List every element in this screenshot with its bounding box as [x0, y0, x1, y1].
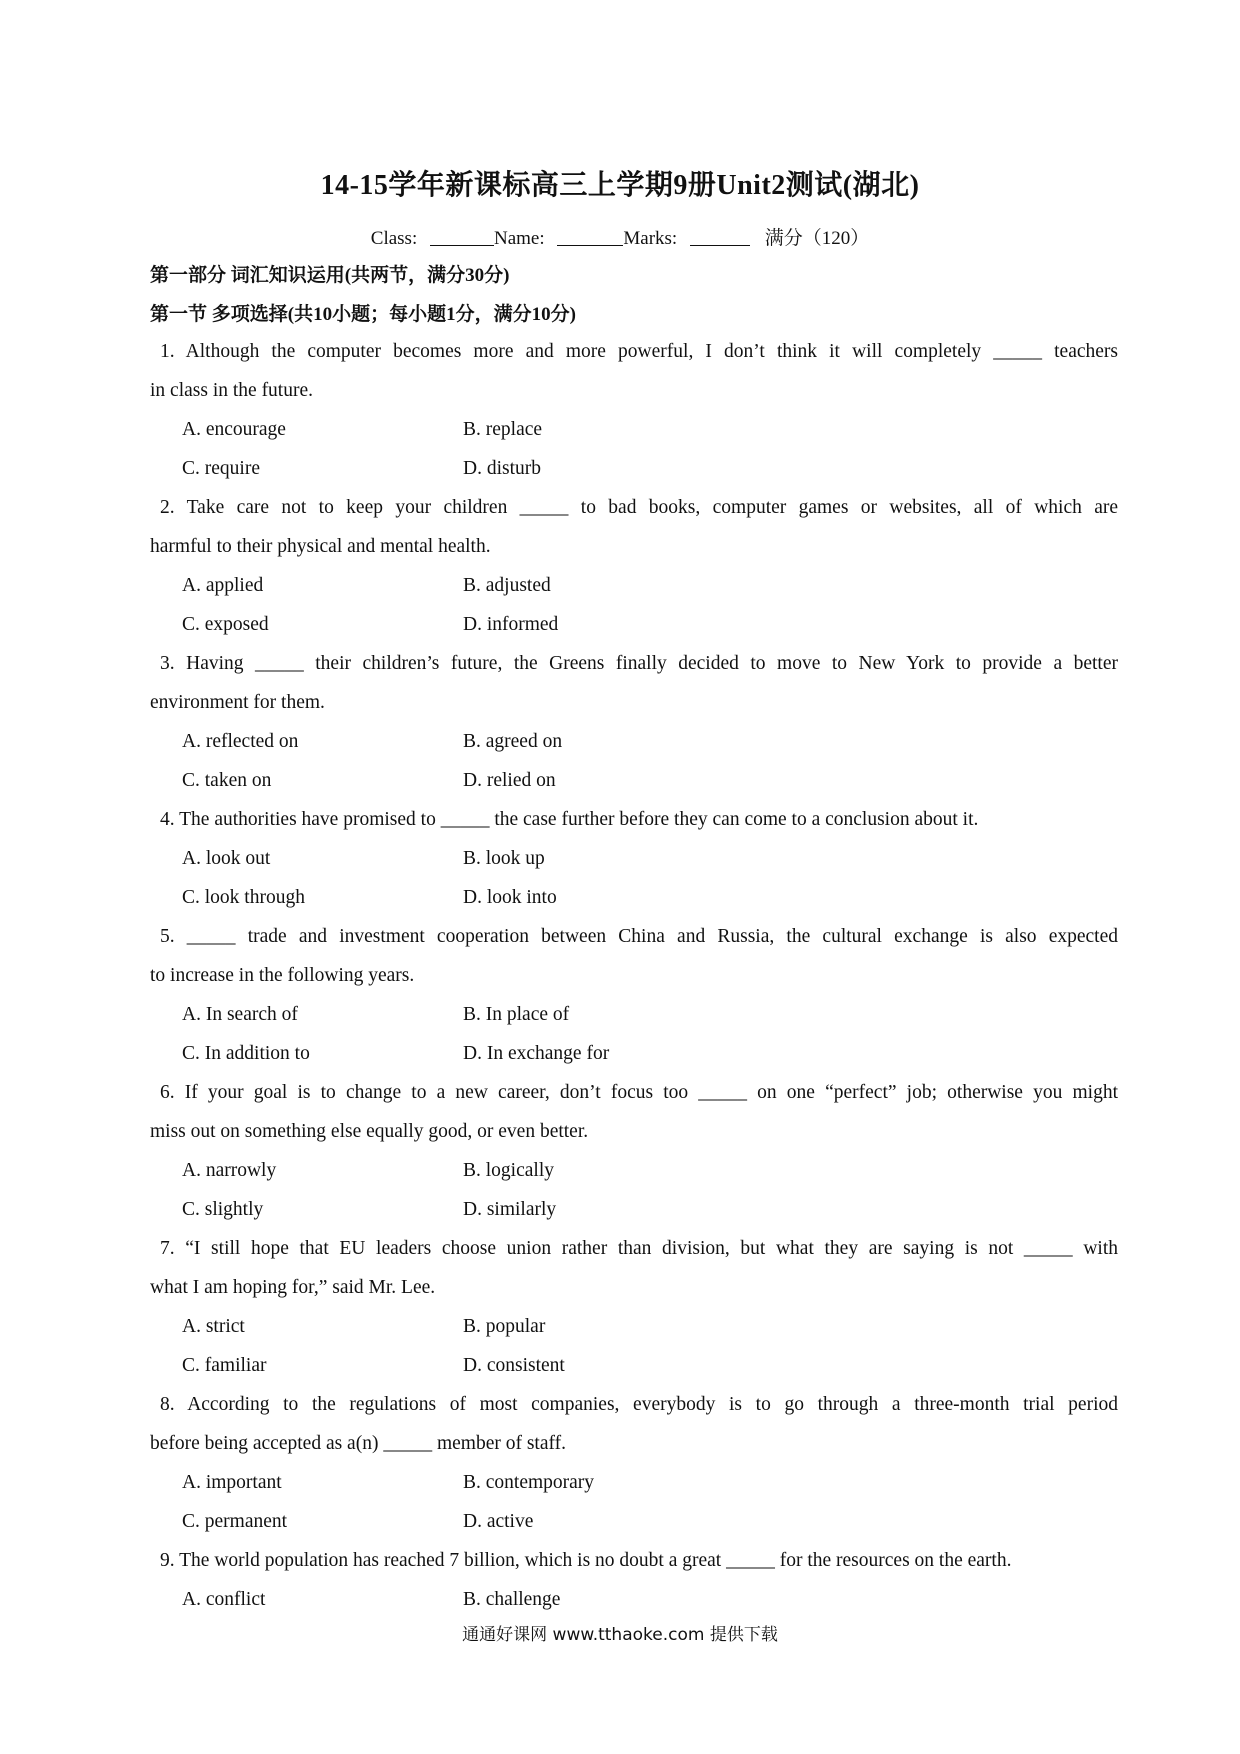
option-d: D. relied on: [463, 770, 556, 791]
option-d: D. similarly: [463, 1199, 557, 1220]
options-row: [150, 605, 1118, 644]
option-b: B. adjusted: [463, 575, 551, 596]
option-b: B. popular: [463, 1316, 546, 1337]
options-row: [150, 1580, 1118, 1619]
question-stem-cont: environment for them.: [150, 692, 325, 713]
option-a: A. applied: [182, 575, 264, 596]
option-c: C. In addition to: [182, 1043, 310, 1064]
option-b: B. contemporary: [463, 1472, 595, 1493]
options-row: [150, 1307, 1118, 1346]
question-stem: 4. The authorities have promised to _____ the case further before they can come to a conclusion about it.: [160, 809, 979, 830]
question-stem: 6. If your goal is to change to a new career, don’t focus too _____ on one “perfect” job; otherwise you might: [160, 1082, 1118, 1103]
options-row: [150, 1190, 1118, 1229]
option-c: C. taken on: [182, 770, 272, 791]
class-blank: [430, 227, 494, 246]
option-d: D. active: [463, 1511, 534, 1532]
question-stem: 3. Having _____ their children’s future, the Greens finally decided to move to New York to provide a better: [160, 653, 1118, 674]
name-blank: [557, 227, 623, 246]
option-b: B. challenge: [463, 1589, 561, 1610]
full-marks: 满分（120）: [764, 228, 870, 249]
option-c: C. slightly: [182, 1199, 264, 1220]
options-row: [150, 410, 1118, 449]
options-row: [150, 761, 1118, 800]
question-4: [150, 800, 1118, 917]
question-stem-cont: to increase in the following years.: [150, 965, 415, 986]
options-row: [150, 1346, 1118, 1385]
option-c: C. exposed: [182, 614, 269, 635]
options-row: [150, 449, 1118, 488]
option-a: A. encourage: [182, 419, 286, 440]
options-row: [150, 566, 1118, 605]
page-title: 14-15学年新课标高三上学期9册Unit2测试(湖北): [320, 170, 920, 201]
options-row: [150, 1151, 1118, 1190]
option-a: A. look out: [182, 848, 271, 869]
options-row: [150, 722, 1118, 761]
option-d: D. look into: [463, 887, 557, 908]
question-stem: 2. Take care not to keep your children _____ to bad books, computer games or websites, all of which are: [160, 497, 1118, 518]
question-7: [150, 1229, 1118, 1385]
question-6: [150, 1073, 1118, 1229]
option-a: A. narrowly: [182, 1160, 277, 1181]
options-row: [150, 995, 1118, 1034]
marks-blank: [690, 227, 750, 246]
option-a: A. reflected on: [182, 731, 299, 752]
marks-label: Marks:: [623, 228, 678, 249]
question-stem: 7. “I still hope that EU leaders choose union rather than division, but what they are saying is not _____ with: [160, 1238, 1118, 1259]
options-row: [150, 1463, 1118, 1502]
option-b: B. replace: [463, 419, 543, 440]
question-5: [150, 917, 1118, 1073]
option-d: D. informed: [463, 614, 559, 635]
name-label: Name:: [493, 228, 545, 249]
question-stem: 9. The world population has reached 7 billion, which is no doubt a great _____ for the resources on the earth.: [160, 1550, 1012, 1571]
question-stem-cont: before being accepted as a(n) _____ member of staff.: [150, 1433, 567, 1454]
option-a: A. important: [182, 1472, 282, 1493]
option-b: B. agreed on: [463, 731, 563, 752]
option-c: C. look through: [182, 887, 305, 908]
part-heading: 第一部分 词汇知识运用(共两节，满分30分): [150, 265, 510, 286]
option-d: D. disturb: [463, 458, 541, 479]
option-d: D. consistent: [463, 1355, 565, 1376]
option-b: B. In place of: [463, 1004, 570, 1025]
question-3: [150, 644, 1118, 800]
question-stem-cont: what I am hoping for,” said Mr. Lee.: [150, 1277, 436, 1298]
class-label: Class:: [370, 228, 418, 249]
options-row: [150, 878, 1118, 917]
question-stem: 5. _____ trade and investment cooperation between China and Russia, the cultural exchange is also expected: [160, 926, 1118, 947]
option-a: A. conflict: [182, 1589, 266, 1610]
option-b: B. look up: [463, 848, 545, 869]
options-row: [150, 1502, 1118, 1541]
option-c: C. familiar: [182, 1355, 267, 1376]
question-1: [150, 332, 1118, 488]
option-a: A. strict: [182, 1316, 245, 1337]
question-stem-cont: harmful to their physical and mental health.: [150, 536, 491, 557]
question-stem-cont: miss out on something else equally good, or even better.: [150, 1121, 589, 1142]
question-stem: 8. According to the regulations of most companies, everybody is to go through a three-month trial period: [160, 1394, 1118, 1415]
option-b: B. logically: [463, 1160, 554, 1181]
option-c: C. permanent: [182, 1511, 288, 1532]
question-stem-cont: in class in the future.: [150, 380, 313, 401]
question-stem: 1. Although the computer becomes more and more powerful, I don’t think it will completely _____ teachers: [160, 341, 1118, 362]
question-9: [150, 1541, 1118, 1619]
option-a: A. In search of: [182, 1004, 298, 1025]
question-8: [150, 1385, 1118, 1541]
question-2: [150, 488, 1118, 644]
options-row: [150, 1034, 1118, 1073]
options-row: [150, 839, 1118, 878]
question-list: [150, 332, 1118, 1619]
option-c: C. require: [182, 458, 260, 479]
section-heading: 第一节 多项选择(共10小题；每小题1分，满分10分): [150, 304, 576, 325]
page-footer: 通通好课网 www.tthaoke.com 提供下载: [462, 1625, 778, 1645]
student-info-line: [0, 223, 1240, 250]
option-d: D. In exchange for: [463, 1043, 610, 1064]
